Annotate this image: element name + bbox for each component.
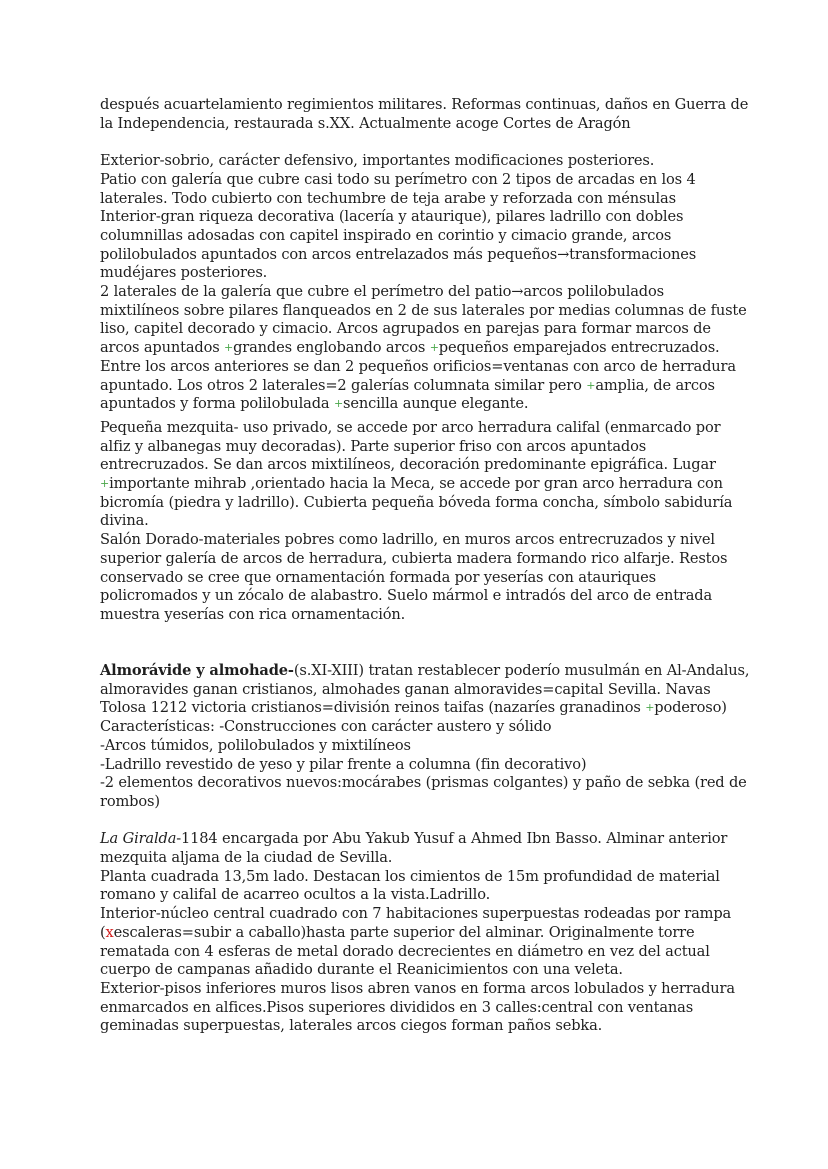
text-line: Exterior-pisos inferiores muros lisos abren vanos en forma arcos lobulados y herradura <box>100 980 735 997</box>
text-line: Entre los arcos anteriores se dan 2 pequeños orificios=ventanas con arco de herradura <box>100 357 736 375</box>
text-line: Interior-núcleo central cuadrado con 7 habitaciones superpuestas rodeadas por rampa <box>100 905 732 923</box>
text-fragment: (s.XI-XIII) tratan restablecer poderío musulmán en Al-Andalus, <box>293 662 750 680</box>
text-fragment: escaleras=subir a caballo)hasta parte superior del alminar. Originalmente torre <box>113 923 695 941</box>
text-fragment: ( <box>100 923 106 941</box>
text-line: romano y califal de acarreo ocultos a la vista.Ladrillo. <box>100 886 491 904</box>
text-line: geminadas superpuestas, laterales arcos ciegos forman paños sebka. <box>100 1017 603 1035</box>
text-line: liso, capitel decorado y cimacio. Arcos agrupados en parejas para formar marcos de <box>100 320 711 338</box>
spacer <box>100 812 732 831</box>
text-line: superior galería de arcos de herradura, cubierta madera formando rico alfarje. Restos <box>100 549 728 567</box>
text-line: Interior-gran riqueza decorativa (lacería y ataurique), pilares ladrillo con dobles <box>100 208 684 226</box>
text-line <box>100 395 732 414</box>
text-line: mezquita aljama de la ciudad de Sevilla. <box>100 849 393 867</box>
paragraph-giralda <box>100 830 735 1036</box>
spacer <box>100 133 732 152</box>
text-line: laterales. Todo cubierto con techumbre de teja arabe y reforzada con ménsulas <box>100 189 676 207</box>
text-line: conservado se cree que ornamentación formada por yeserías con atauriques <box>100 568 656 586</box>
text-line: policromados y un zócalo de alabastro. Suelo mármol e intradós del arco de entrada <box>100 587 713 605</box>
text-line: -Ladrillo revestido de yeso y pilar frente a columna (fin decorativo) <box>100 755 587 773</box>
text-line: Patio con galería que cubre casi todo su perímetro con 2 tipos de arcadas en los 4 <box>100 170 696 188</box>
plus-mark: + <box>224 341 234 355</box>
text-line: Planta cuadrada 13,5m lado. Destacan los cimientos de 15m profundidad de material <box>100 867 720 885</box>
section-heading: Almorávide y almohade- <box>100 662 294 680</box>
text-fragment: importante mihrab ,orientado hacia la Meca, se accede por gran arco herradura con <box>109 475 723 493</box>
plus-mark: + <box>429 341 439 355</box>
text-line: después acuartelamiento regimientos militares. Reformas continuas, daños en Guerra de <box>100 96 749 113</box>
document-page <box>100 96 750 1036</box>
plus-mark: + <box>645 701 655 715</box>
paragraph-almoravide <box>100 662 750 812</box>
text-line: rombos) <box>100 792 160 810</box>
paragraph-mezquita-salon <box>100 419 732 625</box>
text-fragment: apuntados y forma polilobulada <box>100 395 334 413</box>
text-line: divina. <box>100 512 149 530</box>
text-line: -2 elementos decorativos nuevos:mocárabes (prismas colgantes) y paño de sebka (red de <box>100 774 747 792</box>
text-line: 2 laterales de la galería que cubre el perímetro del patio→arcos polilobulados <box>100 283 664 301</box>
text-line <box>100 830 732 849</box>
text-line: alfiz y albanegas muy decoradas). Parte superior friso con arcos apuntados <box>100 437 647 455</box>
text-line <box>100 339 732 358</box>
text-fragment: amplia, de arcos <box>595 376 715 394</box>
text-fragment: -1184 encargada por Abu Yakub Yusuf a Ahmed Ibn Basso. Alminar anterior <box>176 830 728 848</box>
text-line: cuerpo de campanas añadido durante el Reanicimientos con una veleta. <box>100 961 623 979</box>
text-line: -Arcos túmidos, polilobulados y mixtilíneos <box>100 736 411 754</box>
plus-mark: + <box>586 378 596 392</box>
plus-mark: + <box>100 477 110 491</box>
text-line <box>100 475 732 494</box>
text-line <box>100 377 732 396</box>
text-line: almoravides ganan cristianos, almohades ganan almoravides=capital Sevilla. Navas <box>100 680 711 698</box>
text-line <box>100 699 732 718</box>
text-line: Pequeña mezquita- uso privado, se accede por arco herradura califal (enmarcado por <box>100 418 721 436</box>
paragraph-exterior-patio <box>100 152 747 414</box>
text-line: rematada con 4 esferas de metal dorado decrecientes en diámetro en vez del actual <box>100 942 710 960</box>
paragraph-history <box>100 96 749 133</box>
text-line: Características: -Construcciones con carácter austero y sólido <box>100 718 552 736</box>
text-line <box>100 662 750 681</box>
text-line: polilobulados apuntados con arcos entrelazados más pequeños→transformaciones <box>100 245 697 263</box>
spacer <box>100 625 732 662</box>
text-fragment: apuntado. Los otros 2 laterales=2 galerías columnata similar pero <box>100 376 587 394</box>
text-line: muestra yeserías con rica ornamentación. <box>100 605 406 623</box>
section-heading: La Giralda <box>100 830 177 848</box>
text-fragment: sencilla aunque elegante. <box>343 395 529 413</box>
text-line <box>100 924 732 943</box>
plus-mark: + <box>333 397 344 411</box>
text-line: bicromía (piedra y ladrillo). Cubierta pequeña bóveda forma concha, símbolo sabiduría <box>100 493 733 511</box>
text-fragment: arcos apuntados <box>100 339 225 357</box>
text-line: la Independencia, restaurada s.XX. Actualmente acoge Cortes de Aragón <box>100 114 631 132</box>
text-line: enmarcados en alfices.Pisos superiores divididos en 3 calles:central con ventanas <box>100 998 694 1016</box>
text-fragment: poderoso) <box>654 699 727 717</box>
text-fragment: Tolosa 1212 victoria cristianos=división reinos taifas (nazaríes granadinos <box>100 699 646 717</box>
text-fragment: grandes englobando arcos <box>233 339 430 357</box>
text-line: Salón Dorado-materiales pobres como ladrillo, en muros arcos entrecruzados y nivel <box>100 531 715 549</box>
text-line: Exterior-sobrio, carácter defensivo, importantes modificaciones posteriores. <box>100 152 655 170</box>
text-line: entrecruzados. Se dan arcos mixtilíneos, decoración predominante epigráfica. Lugar <box>100 456 716 474</box>
text-line: columnillas adosadas con capitel inspirado en corintio y cimacio grande, arcos <box>100 226 672 244</box>
text-line: mudéjares posteriores. <box>100 264 268 282</box>
text-line: mixtilíneos sobre pilares flanqueados en 2 de sus laterales por medias columnas de fuste <box>100 301 747 319</box>
x-mark: x <box>105 923 114 941</box>
text-fragment: pequeños emparejados entrecruzados. <box>438 339 720 357</box>
